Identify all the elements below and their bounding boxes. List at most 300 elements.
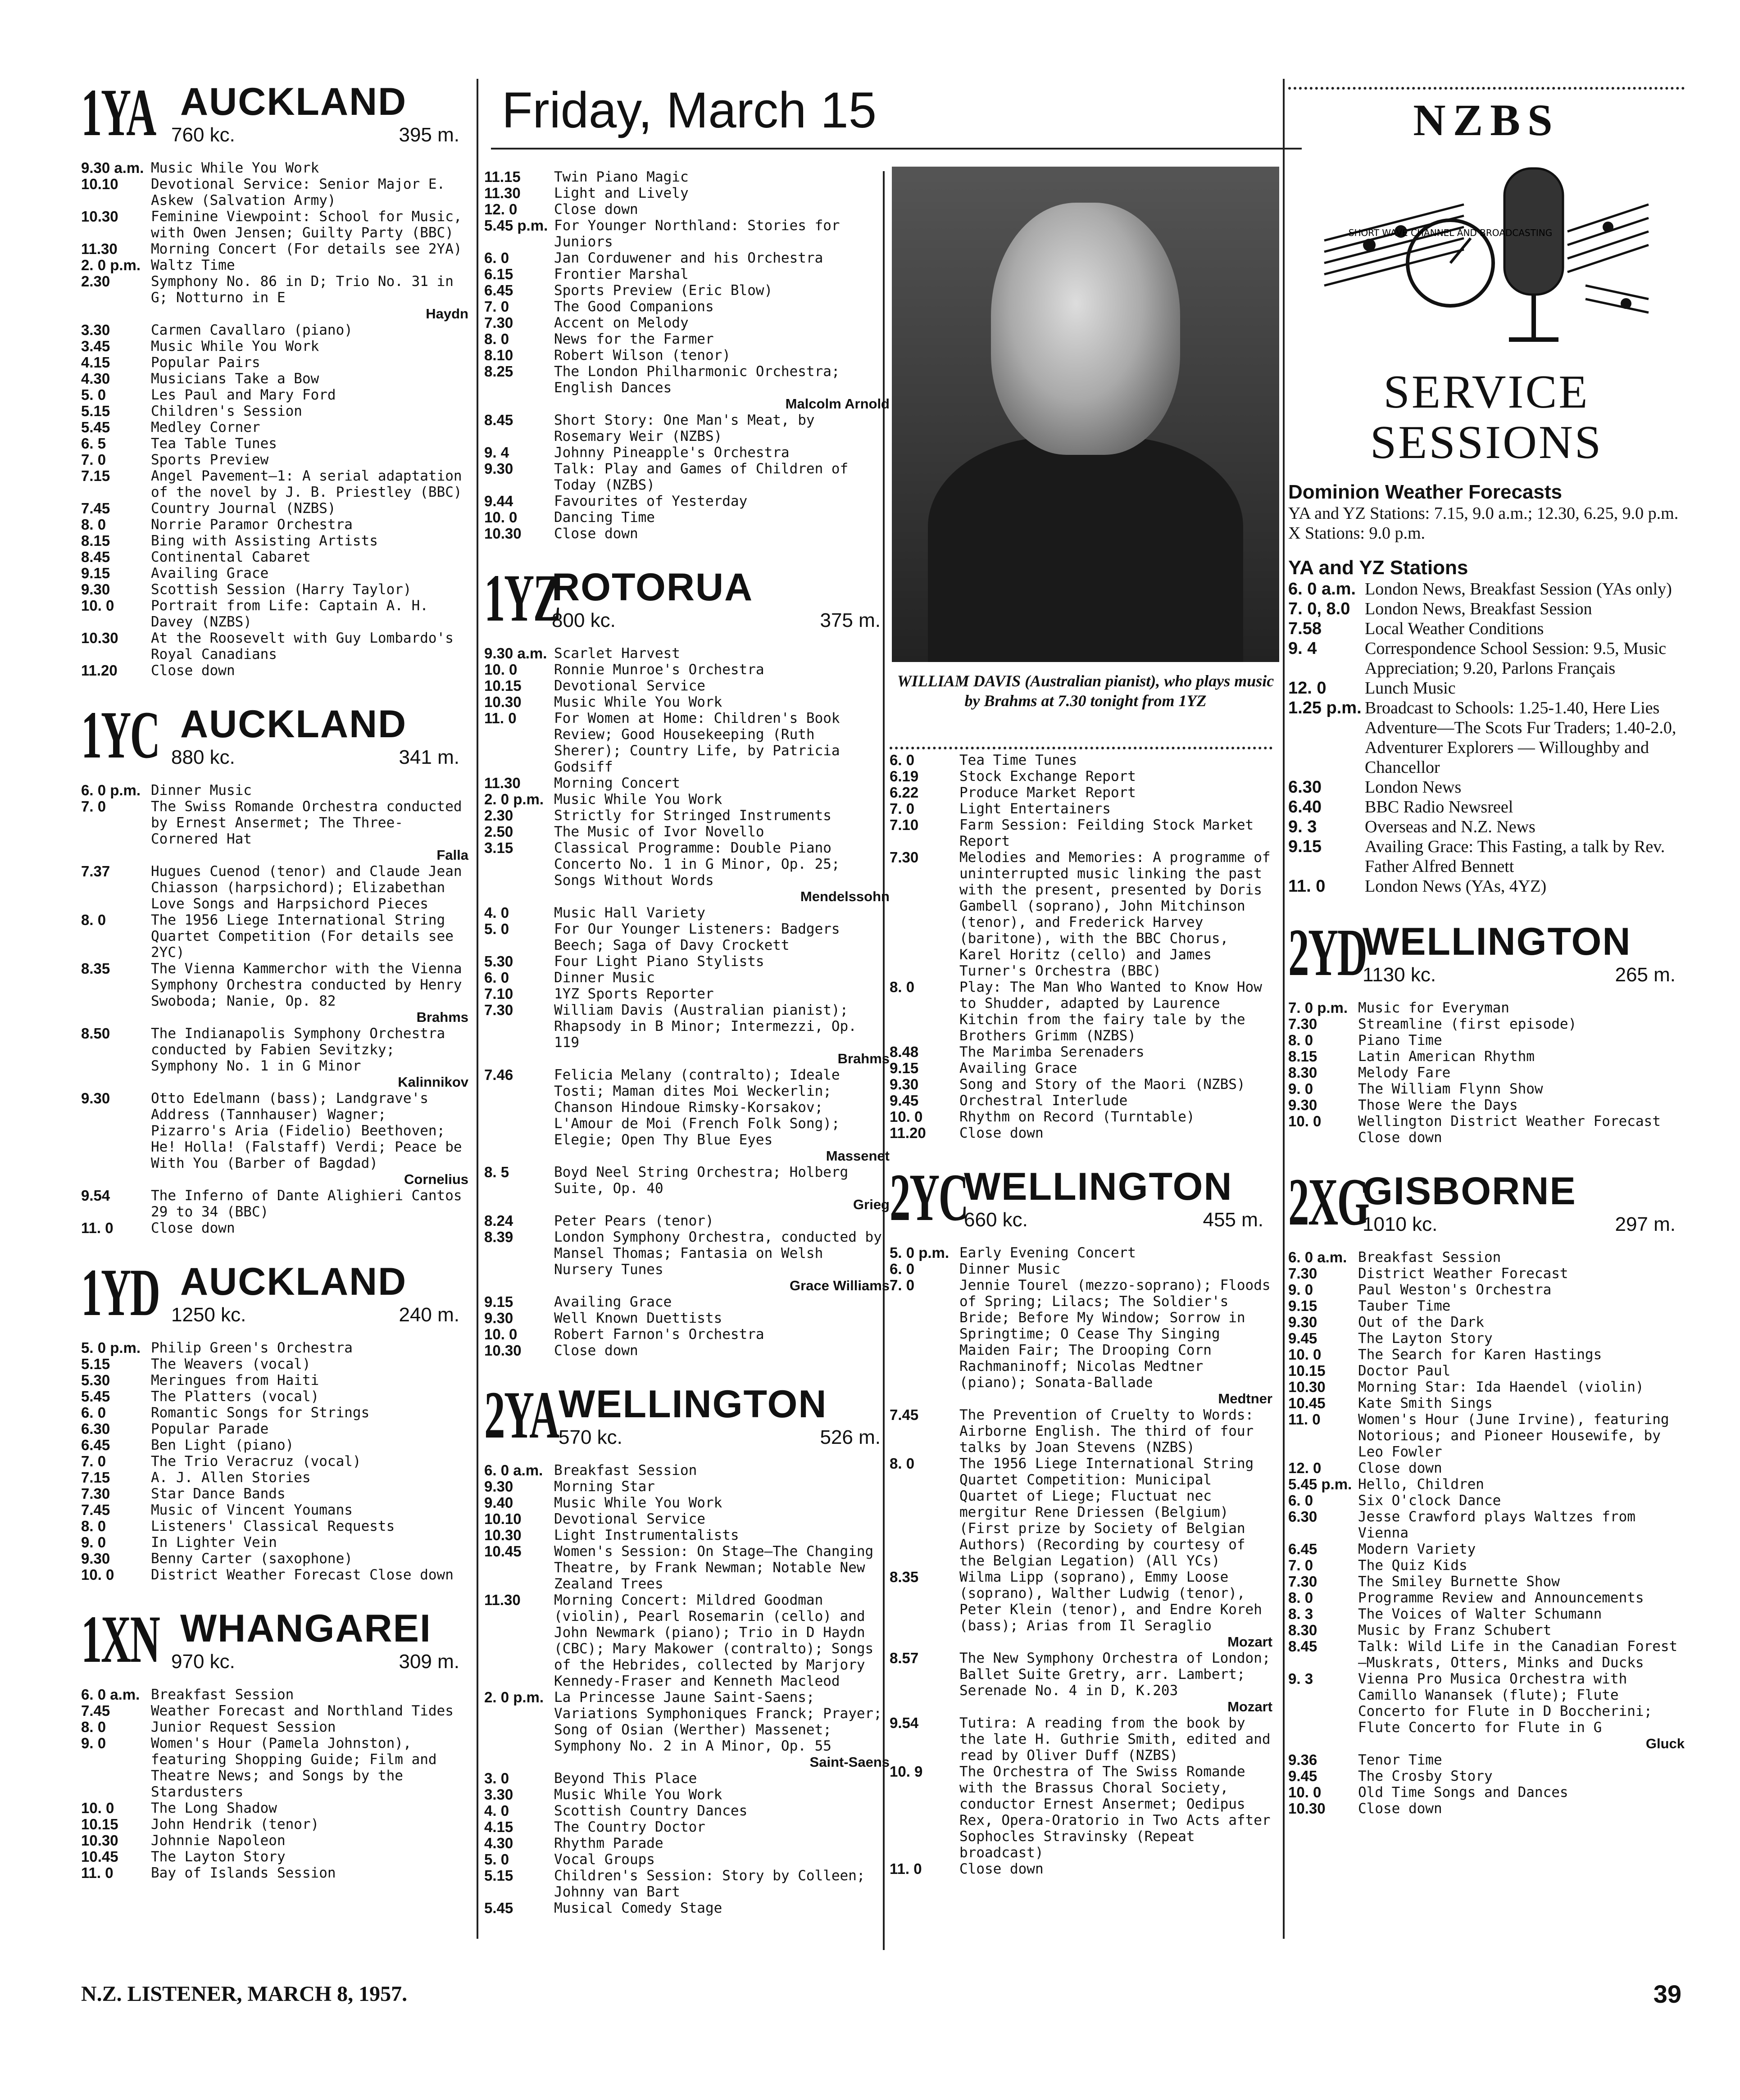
schedule-item (81, 1340, 468, 1356)
schedule-time: 7.30 (484, 1002, 513, 1018)
schedule-item (81, 468, 468, 500)
schedule-programme: William Davis (Australian pianist); Rhapsody in B Minor; Intermezzi, Op. 119 (554, 1002, 857, 1051)
schedule-time: 9.45 (890, 1092, 919, 1109)
schedule-time: 3.30 (484, 1786, 513, 1803)
schedule-programme: Close down (554, 1343, 638, 1359)
schedule-item (81, 1090, 468, 1188)
schedule-item (81, 354, 468, 371)
schedule-time: 6.45 (1288, 1541, 1317, 1557)
schedule-composer: Massenet (826, 1148, 890, 1164)
station-call: 2YD (1288, 915, 1367, 990)
schedule-time: 8.30 (1288, 1622, 1317, 1638)
schedule-item (890, 1764, 1272, 1861)
schedule-programme: Benny Carter (saxophone) (151, 1551, 353, 1567)
schedule-programme: Sports Preview (Eric Blow) (554, 282, 773, 299)
schedule-time: 8.24 (484, 1212, 513, 1229)
schedule-programme: Devotional Service (554, 1511, 705, 1527)
schedule-programme: La Princesse Jaune Saint-Saens; Variations Symphoniques Franck; Prayer; Song of Osian (Werther) Massenet; Symphony No. 2 in A Minor, Op. 55 (554, 1689, 882, 1754)
schedule-time: 9.54 (81, 1187, 110, 1204)
schedule-item (484, 315, 890, 331)
schedule-time: 10.10 (81, 176, 118, 192)
schedule-programme: Popular Parade (151, 1421, 269, 1437)
schedule-programme: The Crosby Story (1358, 1768, 1493, 1784)
schedule-time: 6.45 (484, 282, 513, 299)
schedule-programme: Four Light Piano Stylists (554, 953, 764, 970)
service-sessions-heading: SERVICE SESSIONS (1370, 365, 1603, 468)
schedule-programme: The New Symphony Orchestra of London; Ballet Suite Gretry, arr. Lambert; Serenade No. 4 in D, K.203 (959, 1650, 1271, 1699)
schedule-item (484, 218, 890, 250)
schedule-time: 5. 0 (484, 1851, 509, 1868)
schedule-item (890, 1109, 1272, 1125)
schedule-list (1288, 1249, 1685, 1817)
schedule-time: 9.36 (1288, 1751, 1317, 1768)
schedule-time: 9.54 (890, 1714, 919, 1731)
schedule-item (81, 863, 468, 912)
schedule-programme: The Voices of Walter Schumann (1358, 1606, 1602, 1622)
schedule-time: 4.30 (81, 370, 110, 387)
station-call: 2XG (1288, 1165, 1369, 1239)
schedule-time: 7.45 (890, 1406, 919, 1423)
schedule-item (484, 970, 890, 986)
schedule-time: 6. 0 a.m. (1288, 1249, 1347, 1265)
schedule-time: 9.30 (81, 1550, 110, 1567)
station-call: 1YD (81, 1255, 159, 1330)
schedule-time: 10.30 (484, 694, 522, 710)
schedule-time: 7.30 (81, 1485, 110, 1502)
schedule-time: 10. 0 (1288, 1784, 1322, 1801)
schedule-item (1288, 1541, 1685, 1557)
schedule-programme: News for the Farmer (554, 331, 714, 347)
schedule-programme: Light Instrumentalists (554, 1527, 739, 1543)
schedule-programme: The Layton Story (151, 1849, 286, 1865)
schedule-item (81, 241, 468, 257)
schedule-item (81, 1534, 468, 1551)
schedule-item (484, 1770, 890, 1787)
schedule-programme: Scarlet Harvest (554, 645, 680, 662)
schedule-time: 6. 0 (890, 752, 915, 768)
schedule-item (81, 1865, 468, 1881)
schedule-time: 6.30 (1288, 1508, 1317, 1525)
schedule-list (81, 1687, 468, 1881)
schedule-programme: Medley Corner (151, 419, 260, 435)
schedule-programme: The 1956 Liege International String Quartet Competition (For details see 2YC) (151, 912, 454, 961)
schedule-programme: Ben Light (piano) (151, 1437, 294, 1453)
schedule-list (81, 782, 468, 1236)
schedule-composer: Falla (436, 847, 468, 863)
nzbs-brand: NZBS (1413, 95, 1560, 145)
schedule-programme: Classical Programme: Double Piano Concerto No. 1 in G Minor, Op. 25; Songs Without Words (554, 840, 840, 889)
schedule-item (81, 662, 468, 679)
schedule-item (1288, 1509, 1685, 1541)
schedule-programme: Light Entertainers (959, 801, 1111, 817)
schedule-programme: Morning Star: Ida Haendel (violin) (1358, 1379, 1644, 1395)
schedule-time: 11. 0 (484, 710, 517, 726)
schedule-list (81, 160, 468, 679)
schedule-item (81, 209, 468, 241)
schedule-item (81, 1849, 468, 1865)
schedule-item (484, 1343, 890, 1359)
schedule-item (81, 1486, 468, 1502)
schedule-time: 4. 0 (484, 1802, 509, 1819)
schedule-item (1288, 1460, 1685, 1476)
schedule-programme: Scottish Country Dances (554, 1803, 748, 1819)
schedule-item (484, 347, 890, 363)
schedule-time: 3.15 (484, 839, 513, 856)
station-frequency: 760 kc. (171, 124, 235, 146)
schedule-programme: Music Hall Variety (554, 905, 705, 921)
schedule-programme: Vocal Groups (554, 1851, 655, 1868)
schedule-time: 5.45 p.m. (1288, 1476, 1352, 1492)
schedule-programme: Breakfast Session (151, 1687, 294, 1703)
schedule-programme: The Good Companions (554, 299, 714, 315)
schedule-time: 3.30 (81, 322, 110, 338)
schedule-item (890, 1277, 1272, 1407)
schedule-programme: Junior Request Session (151, 1719, 336, 1735)
schedule-programme: Popular Pairs (151, 354, 260, 371)
schedule-programme: Accent on Melody (554, 315, 689, 331)
schedule-item (1288, 1638, 1685, 1671)
schedule-time: 11.30 (484, 185, 521, 201)
service-text: Correspondence School Session: 9.5, Music Appreciation; 9.20, Parlons Français (1365, 639, 1667, 678)
schedule-programme: Portrait from Life: Captain A. H. Davey (NZBS) (151, 598, 428, 630)
station-call: 2YC (890, 1160, 968, 1235)
schedule-programme: Musical Comedy Stage (554, 1900, 722, 1916)
schedule-time: 11.20 (890, 1125, 926, 1141)
schedule-programme: The Country Doctor (554, 1819, 705, 1835)
schedule-time: 10.10 (484, 1510, 522, 1527)
schedule-item (81, 160, 468, 176)
schedule-item (484, 1326, 890, 1343)
station-call: 1YA (81, 75, 155, 150)
service-time: 7. 0, 8.0 (1288, 599, 1350, 618)
schedule-item (484, 1294, 890, 1310)
schedule-programme: Orchestral Interlude (959, 1093, 1128, 1109)
schedule-time: 10. 0 (81, 1566, 114, 1583)
schedule-programme: Women's Hour (June Irvine), featuring Notorious; and Pioneer Housewife, by Leo Fowler (1358, 1411, 1669, 1460)
schedule-time: 8.35 (81, 960, 110, 977)
schedule-programme: Light and Lively (554, 185, 689, 201)
schedule-time: 8.45 (81, 549, 110, 565)
schedule-programme: Dinner Music (554, 970, 655, 986)
schedule-item (890, 752, 1272, 768)
station-header-1YC (81, 697, 468, 782)
schedule-item (81, 419, 468, 435)
column-1 (81, 74, 468, 1881)
schedule-item (890, 979, 1272, 1044)
schedule-programme: Kate Smith Sings (1358, 1395, 1493, 1411)
schedule-item (484, 662, 890, 678)
schedule-item (81, 371, 468, 387)
schedule-time: 8.30 (1288, 1064, 1317, 1081)
service-text: Availing Grace: This Fasting, a talk by Rev. Father Alfred Bennett (1365, 837, 1665, 876)
schedule-composer: Kalinnikov (398, 1074, 468, 1090)
service-text: London News (YAs, 4YZ) (1365, 877, 1547, 896)
schedule-time: 9.45 (1288, 1330, 1317, 1347)
schedule-list-continued (484, 169, 890, 542)
logo-dial-text: SHORT WAVE CHANNEL AND BROADCASTING (1348, 227, 1553, 238)
schedule-time: 5. 0 (81, 386, 106, 403)
schedule-composer: Brahms (416, 1009, 468, 1025)
schedule-item (1288, 1298, 1685, 1314)
schedule-programme: Morning Star (554, 1479, 655, 1495)
schedule-item (81, 322, 468, 338)
schedule-programme: Melody Fare (1358, 1065, 1451, 1081)
schedule-composer: Gluck (1645, 1736, 1685, 1751)
schedule-programme: Sports Preview (151, 452, 269, 468)
schedule-item (81, 176, 468, 209)
schedule-programme: Music for Everyman (1358, 1000, 1509, 1016)
station-wavelength: 375 m. (820, 609, 881, 631)
schedule-time: 2. 0 p.m. (81, 257, 141, 273)
schedule-item (1288, 1476, 1685, 1492)
schedule-programme: Availing Grace (554, 1294, 672, 1310)
schedule-item (81, 1551, 468, 1567)
schedule-programme: Jesse Crawford plays Waltzes from Vienna (1358, 1509, 1636, 1541)
schedule-time: 3.45 (81, 338, 110, 354)
schedule-time: 6. 0 (484, 249, 509, 266)
schedule-programme: Doctor Paul (1358, 1363, 1451, 1379)
schedule-programme: Piano Time (1358, 1032, 1442, 1048)
schedule-item (1288, 1768, 1685, 1784)
service-text: Local Weather Conditions (1365, 619, 1544, 638)
schedule-item (81, 1025, 468, 1090)
schedule-item (484, 824, 890, 840)
schedule-time: 10.30 (81, 1832, 118, 1849)
schedule-time: 11. 0 (1288, 1411, 1321, 1428)
schedule-item (1288, 1000, 1685, 1016)
schedule-item (1288, 1801, 1685, 1817)
schedule-programme: Musicians Take a Bow (151, 371, 319, 387)
service-text: Overseas and N.Z. News (1365, 817, 1536, 836)
schedule-list (484, 645, 890, 1359)
schedule-programme: Paul Weston's Orchestra (1358, 1282, 1552, 1298)
schedule-item (890, 1861, 1272, 1877)
schedule-time: 10.30 (1288, 1800, 1326, 1817)
schedule-time: 8.45 (1288, 1638, 1317, 1655)
schedule-time: 9.30 (484, 460, 513, 477)
schedule-programme: For Women at Home: Children's Book Review; Good Housekeeping (Ruth Sherer); Country Life, by Patricia Godsiff (554, 710, 840, 775)
schedule-time: 7. 0 (484, 298, 509, 315)
schedule-time: 9.30 (484, 1310, 513, 1326)
schedule-programme: The Vienna Kammerchor with the Vienna Symphony Orchestra conducted by Henry Swoboda; Nanie, Op. 82 (151, 961, 462, 1009)
schedule-time: 11.20 (81, 662, 118, 679)
station-frequency: 1130 kc. (1363, 964, 1436, 986)
schedule-item (484, 299, 890, 315)
station-frequency: 1010 kc. (1363, 1213, 1438, 1235)
schedule-item (890, 1044, 1272, 1060)
schedule-programme: Bing with Assisting Artists (151, 533, 378, 549)
wavy-rule (1288, 82, 1685, 90)
schedule-item (484, 1851, 890, 1868)
schedule-item (484, 1511, 890, 1527)
schedule-item (81, 500, 468, 517)
schedule-item (1288, 1065, 1685, 1081)
schedule-item (81, 1453, 468, 1470)
schedule-time: 7.45 (81, 1702, 110, 1719)
schedule-time: 9.30 (890, 1076, 919, 1093)
schedule-programme: Farm Session: Feilding Stock Market Report (959, 817, 1254, 849)
service-item (1288, 503, 1685, 523)
schedule-time: 6. 0 (1288, 1492, 1313, 1509)
schedule-item (81, 387, 468, 403)
schedule-time: 9. 3 (1288, 1670, 1313, 1687)
schedule-time: 8. 0 (81, 912, 106, 928)
schedule-item (484, 444, 890, 461)
schedule-item (81, 1421, 468, 1437)
schedule-programme: Felicia Melany (contralto); Ideale Tosti; Maman dites Moi Weckerlin; Chanson Hindoue Rimsky-Korsakov; L'Amour de Moi (French Folk Song); Elegie; Open Thy Blue Eyes (554, 1067, 840, 1148)
schedule-programme: Listeners' Classical Requests (151, 1518, 395, 1534)
schedule-item (890, 1076, 1272, 1093)
schedule-item (484, 1229, 890, 1294)
section-heading: Dominion Weather Forecasts (1288, 481, 1562, 503)
schedule-item (484, 1787, 890, 1803)
schedule-time: 10.30 (484, 525, 522, 542)
schedule-programme: Weather Forecast and Northland Tides (151, 1703, 454, 1719)
schedule-time: 7.37 (81, 863, 110, 880)
schedule-item (1288, 1411, 1685, 1460)
schedule-item (81, 1188, 468, 1220)
schedule-time: 5.30 (484, 953, 513, 970)
schedule-time: 10. 0 (484, 661, 518, 678)
section-heading: YA and YZ Stations (1288, 557, 1468, 579)
schedule-item (81, 630, 468, 662)
schedule-programme: The Inferno of Dante Alighieri Cantos 29 to 34 (BBC) (151, 1188, 462, 1220)
section-items (1288, 503, 1685, 543)
schedule-time: 9.30 (81, 1090, 110, 1107)
schedule-item (81, 782, 468, 798)
schedule-programme: The Quiz Kids (1358, 1557, 1467, 1574)
schedule-programme: Philip Green's Orchestra (151, 1340, 353, 1356)
schedule-item (484, 1213, 890, 1229)
schedule-programme: Children's Session: Story by Colleen; Johnny van Bart (554, 1868, 865, 1900)
station-wavelength: 395 m. (399, 124, 459, 146)
schedule-time: 10.30 (484, 1527, 522, 1543)
station-header-1XN (81, 1601, 468, 1687)
schedule-programme: Jennie Tourel (mezzo-soprano); Floods of Spring; Lilacs; The Soldier's Bride; Before My Window; Sorrow in Springtime; O Cease Thy Singing Maiden Fair; The Drooping Corn Rachmaninoff; Nicolas Medtner (piano); Sonata-Ballade (959, 1277, 1271, 1391)
station-frequency: 800 kc. (552, 609, 616, 631)
schedule-item (81, 1220, 468, 1236)
schedule-item (484, 905, 890, 921)
schedule-time: 3. 0 (484, 1770, 509, 1787)
schedule-time: 10.30 (81, 208, 118, 225)
schedule-item (890, 1456, 1272, 1569)
schedule-time: 6. 0 p.m. (81, 782, 141, 798)
schedule-programme: Music While You Work (151, 160, 319, 176)
schedule-time: 6.22 (890, 784, 919, 801)
schedule-time: 9. 0 (1288, 1281, 1313, 1298)
schedule-item (81, 273, 468, 322)
schedule-item (484, 282, 890, 299)
schedule-programme: Peter Pears (tenor) (554, 1213, 714, 1229)
station-wavelength: 265 m. (1615, 964, 1676, 986)
station-call: 1YC (81, 698, 159, 772)
schedule-time: 2. 0 p.m. (484, 791, 544, 807)
schedule-time: 9. 0 (81, 1735, 106, 1751)
schedule-item (484, 791, 890, 807)
schedule-time: 6. 0 a.m. (81, 1686, 140, 1703)
schedule-programme: Wilma Lipp (soprano), Emmy Loose (soprano), Walther Ludwig (tenor), Peter Klein (tenor), and Endre Koreh (bass); Arias from Il Seraglio (959, 1569, 1262, 1634)
schedule-programme: The London Philharmonic Orchestra; English Dances (554, 363, 840, 396)
schedule-item (1288, 1379, 1685, 1395)
schedule-programme: Morning Concert (554, 775, 680, 791)
schedule-item (484, 1543, 890, 1592)
schedule-time: 7. 0 (81, 451, 106, 468)
schedule-programme: Norrie Paramor Orchestra (151, 517, 353, 533)
schedule-programme: Availing Grace (959, 1060, 1077, 1076)
schedule-item (1288, 1395, 1685, 1411)
schedule-item (81, 961, 468, 1025)
schedule-item (81, 565, 468, 581)
schedule-item (81, 912, 468, 961)
page-title: Friday, March 15 (502, 82, 877, 138)
schedule-programme: Strictly for Stringed Instruments (554, 807, 831, 824)
schedule-programme: Romantic Songs for Strings (151, 1405, 370, 1421)
schedule-time: 8. 3 (1288, 1606, 1313, 1622)
schedule-time: 5. 0 (484, 921, 509, 937)
schedule-programme: Music by Franz Schubert (1358, 1622, 1552, 1638)
station-header-2YC (890, 1159, 1272, 1245)
schedule-programme: Programme Review and Announcements (1358, 1590, 1644, 1606)
station-frequency: 1250 kc. (171, 1304, 246, 1326)
schedule-time: 9.15 (484, 1293, 513, 1310)
schedule-item (1288, 1282, 1685, 1298)
schedule-time: 11. 0 (81, 1220, 114, 1236)
schedule-programme: District Weather Forecast (1358, 1265, 1568, 1282)
schedule-time: 11.30 (484, 775, 521, 791)
station-frequency: 970 kc. (171, 1651, 235, 1673)
service-time: 6. 0 a.m. (1288, 580, 1356, 599)
service-text: London News, Breakfast Session (1365, 599, 1592, 618)
schedule-time: 6. 5 (81, 435, 106, 452)
service-time: 11. 0 (1288, 877, 1326, 896)
schedule-time: 8. 0 (81, 516, 106, 533)
schedule-time: 7.15 (81, 467, 110, 484)
schedule-programme: District Weather Forecast Close down (151, 1567, 454, 1583)
service-text: BBC Radio Newsreel (1365, 798, 1513, 816)
schedule-programme: Modern Variety (1358, 1541, 1476, 1557)
schedule-programme: The Smiley Burnette Show (1358, 1574, 1560, 1590)
schedule-programme: Out of the Dark (1358, 1314, 1484, 1330)
schedule-programme: Rhythm Parade (554, 1835, 663, 1851)
schedule-programme: Vienna Pro Musica Orchestra with Camillo Wanansek (flute); Flute Concerto for Flute in D Boccherini; Flute Concerto for Flute in G (1358, 1671, 1653, 1736)
radio-microphone-logo (1315, 150, 1658, 358)
schedule-item (484, 363, 890, 412)
schedule-item (484, 1067, 890, 1164)
schedule-item (1288, 1557, 1685, 1574)
schedule-item (484, 1819, 890, 1835)
schedule-item (890, 1715, 1272, 1764)
schedule-item (484, 694, 890, 710)
schedule-item (484, 493, 890, 509)
station-call: 1XN (81, 1602, 159, 1677)
station-city: ROTORUA (552, 566, 754, 609)
station-wavelength: 240 m. (399, 1304, 459, 1326)
schedule-time: 7.10 (890, 816, 919, 833)
schedule-time: 10.15 (1288, 1362, 1326, 1379)
schedule-programme: Les Paul and Mary Ford (151, 387, 336, 403)
station-city: GISBORNE (1363, 1170, 1576, 1213)
schedule-item (890, 1245, 1272, 1261)
schedule-time: 7.45 (81, 500, 110, 517)
schedule-programme: Six O'clock Dance (1358, 1492, 1501, 1509)
station-wavelength: 341 m. (399, 746, 459, 768)
service-text: Broadcast to Schools: 1.25-1.40, Here Lies Adventure—The Scots Fur Traders; 1.40-2.0, Adventurer Explorers — Willoughby and Chancellor (1365, 698, 1676, 777)
schedule-time: 7. 0 p.m. (1288, 999, 1348, 1016)
schedule-programme: Morning Concert: Mildred Goodman (violin), Pearl Rosemarin (cello) and John Newmark (piano); Trio in D Haydn (CBC); Mary Makower (contralto); Songs of the Hebrides, collected by Marjory Kennedy-Fraser and Kenneth Macleod (554, 1592, 874, 1689)
schedule-programme: Women's Session: On Stage—The Changing Theatre, by Frank Newman; Notable New Zealand Trees (554, 1543, 874, 1592)
schedule-programme: Carmen Cavallaro (piano) (151, 322, 353, 338)
schedule-time: 9.44 (484, 493, 513, 509)
